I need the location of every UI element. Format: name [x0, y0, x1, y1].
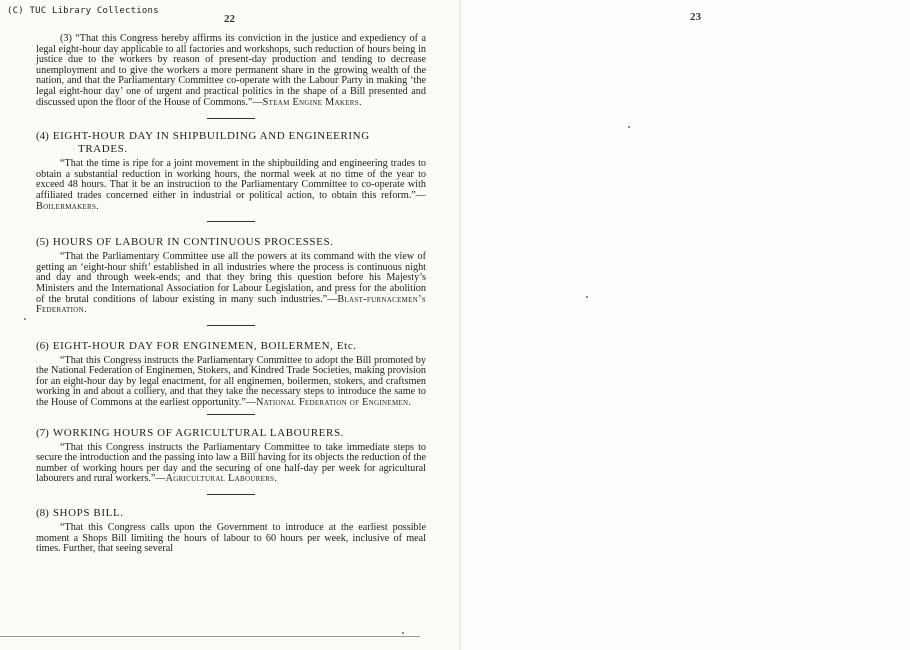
- page-number-right: 23: [690, 11, 701, 23]
- page-body-text: [36, 34, 426, 555]
- resolution-4-heading: (4) EIGHT-HOUR DAY IN SHIPBUILDING AND ENGINEERING TRADES.: [36, 130, 370, 156]
- page-number-left: 22: [224, 13, 235, 25]
- resolution-7-heading: (7) WORKING HOURS OF AGRICULTURAL LABOURERS.: [36, 426, 345, 439]
- resolution-7-attribution: Agricultural Labourers.: [165, 473, 278, 485]
- resolution-6-attribution: National Federation of Enginemen.: [256, 397, 412, 409]
- resolution-5-attribution: Blast-furnacemen’s Federation.: [36, 293, 426, 316]
- resolution-7-text: “That this Congress instructs the Parliamentary Committee to take immediate steps to secure the introduction and the passing into law a Bill having for its objects the reduction of the number of working hours per day and the securing of one half-day per week for agricultural labourers and rural workers.”—Agricultural Labourers.: [36, 441, 426, 485]
- scan-speck: [628, 126, 630, 128]
- resolution-6-text: “That this Congress instructs the Parliamentary Committee to adopt the Bill promoted by the National Federation of Enginemen, Stokers, and Kindred Trade Societies, making provision for an eight-hour day by legal enactment, for all enginemen, boilermen, stokers, and craftsmen working in and about a colliery, and that they take the necessary steps to introduce the same to the House of Commons at the earliest opportunity.”—National Federation of Enginemen.: [36, 354, 426, 409]
- resolution-4-text: “That the time is ripe for a joint movement in the shipbuilding and engineering trades to obtain a substantial reduction in working hours, the normal week at no time of the year to exceed 48 hours. That it be an instruction to the Parliamentary Committee to co-operate with affiliated trades concerned either in industrial or political action, to obtain this reform.”—Boilermakers.: [36, 158, 426, 212]
- scan-speck: [402, 632, 404, 634]
- resolution-6-heading: (6) EIGHT-HOUR DAY FOR ENGINEMEN, BOILERMEN, Etc.: [36, 339, 357, 352]
- resolution-8-heading: (8) SHOPS BILL.: [36, 507, 124, 520]
- resolution-5-heading: (5) HOURS OF LABOUR IN CONTINUOUS PROCESSES.: [36, 236, 334, 249]
- resolution-8-text: “That this Congress calls upon the Government to introduce at the earliest possible moment a Shops Bill limiting the hours of labour to 60 hours per week, inclusive of meal times. Further, that seeing several: [36, 522, 426, 555]
- copyright-watermark: (C) TUC Library Collections: [7, 6, 159, 16]
- resolution-3-text: (3) “That this Congress hereby affirms its conviction in the justice and expediency of a legal eight-hour day applicable to all factories and workshops, such reduction of hours being in justice due to the workers by reason of present-day production and tending to decrease unemployment and to give the workers a more permanent share in the growing wealth of the nation, and that the Parliamentary Committee co-operate with the Labour Party in making ‘the legal eight-hour day’ one of urgent and practical politics in the shape of a Bill presented and discussed upon the floor of the House of Commons.”—Steam Engine Makers.: [36, 33, 426, 108]
- page-bottom-edge: [0, 636, 420, 637]
- resolution-5-text: “That the Parliamentary Committee use all the powers at its command with the view of getting an ‘eight-hour shift’ established in all industries where the process is continuous night and day and through week-ends; and that they bring this question before his Majesty’s Ministers and the International Association for Labour Legislation, and press for the abolition of the brutal conditions of labour existing in many such industries.”—Blast-furnacemen’s Federation.: [36, 251, 426, 316]
- scan-speck: [586, 296, 588, 298]
- right-page: [462, 0, 910, 650]
- resolution-3-attribution: Steam Engine Makers.: [262, 96, 362, 108]
- resolution-4-attribution: Boilermakers.: [36, 200, 100, 212]
- scan-speck: [24, 318, 26, 320]
